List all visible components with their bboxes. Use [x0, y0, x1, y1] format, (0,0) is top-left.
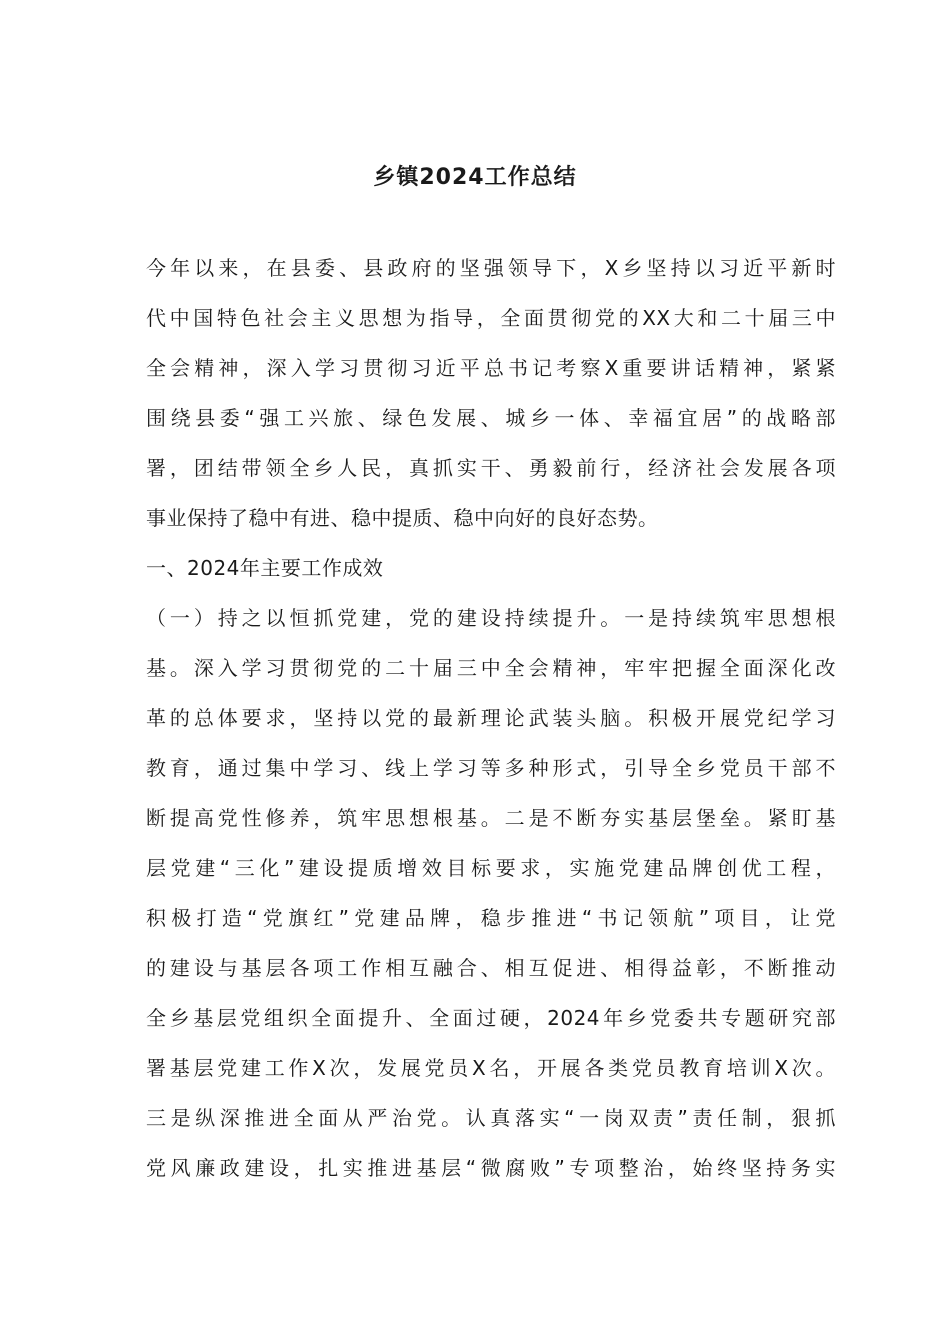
body-line: 党风廉政建设，扎实推进基层“微腐败”专项整治，始终坚持务实: [146, 1156, 836, 1180]
body-line: 教育，通过集中学习、线上学习等多种形式，引导全乡党员干部不: [146, 756, 836, 780]
body-line: 革的总体要求，坚持以党的最新理论武装头脑。积极开展党纪学习: [146, 706, 836, 730]
body-line: 全会精神，深入学习贯彻习近平总书记考察X重要讲话精神，紧紧: [146, 356, 836, 380]
body-line: 全乡基层党组织全面提升、全面过硬，2024年乡党委共专题研究部: [146, 1006, 836, 1030]
section-heading: 一、2024年主要工作成效: [146, 556, 384, 580]
body-line: 断提高党性修养，筑牢思想根基。二是不断夯实基层堡垒。紧盯基: [146, 806, 836, 830]
body-line: 层党建“三化”建设提质增效目标要求，实施党建品牌创优工程，: [146, 856, 836, 880]
body-line: 围绕县委“强工兴旅、绿色发展、城乡一体、幸福宜居”的战略部: [146, 406, 836, 430]
document-title: 乡镇2024工作总结: [373, 165, 577, 190]
body-line: （一）持之以恒抓党建，党的建设持续提升。一是持续筑牢思想根: [146, 606, 836, 630]
body-line: 今年以来，在县委、县政府的坚强领导下，X乡坚持以习近平新时: [146, 256, 836, 280]
body-line: 署，团结带领全乡人民，真抓实干、勇毅前行，经济社会发展各项: [146, 456, 836, 480]
body-line: 事业保持了稳中有进、稳中提质、稳中向好的良好态势。: [146, 506, 659, 530]
body-line: 代中国特色社会主义思想为指导，全面贯彻党的XX大和二十届三中: [146, 306, 836, 330]
body-line: 积极打造“党旗红”党建品牌，稳步推进“书记领航”项目，让党: [146, 906, 836, 930]
body-line: 署基层党建工作X次，发展党员X名，开展各类党员教育培训X次。: [146, 1056, 836, 1080]
body-line: 基。深入学习贯彻党的二十届三中全会精神，牢牢把握全面深化改: [146, 656, 836, 680]
body-line: 三是纵深推进全面从严治党。认真落实“一岗双责”责任制，狠抓: [146, 1106, 836, 1130]
body-line: 的建设与基层各项工作相互融合、相互促进、相得益彰，不断推动: [146, 956, 836, 980]
